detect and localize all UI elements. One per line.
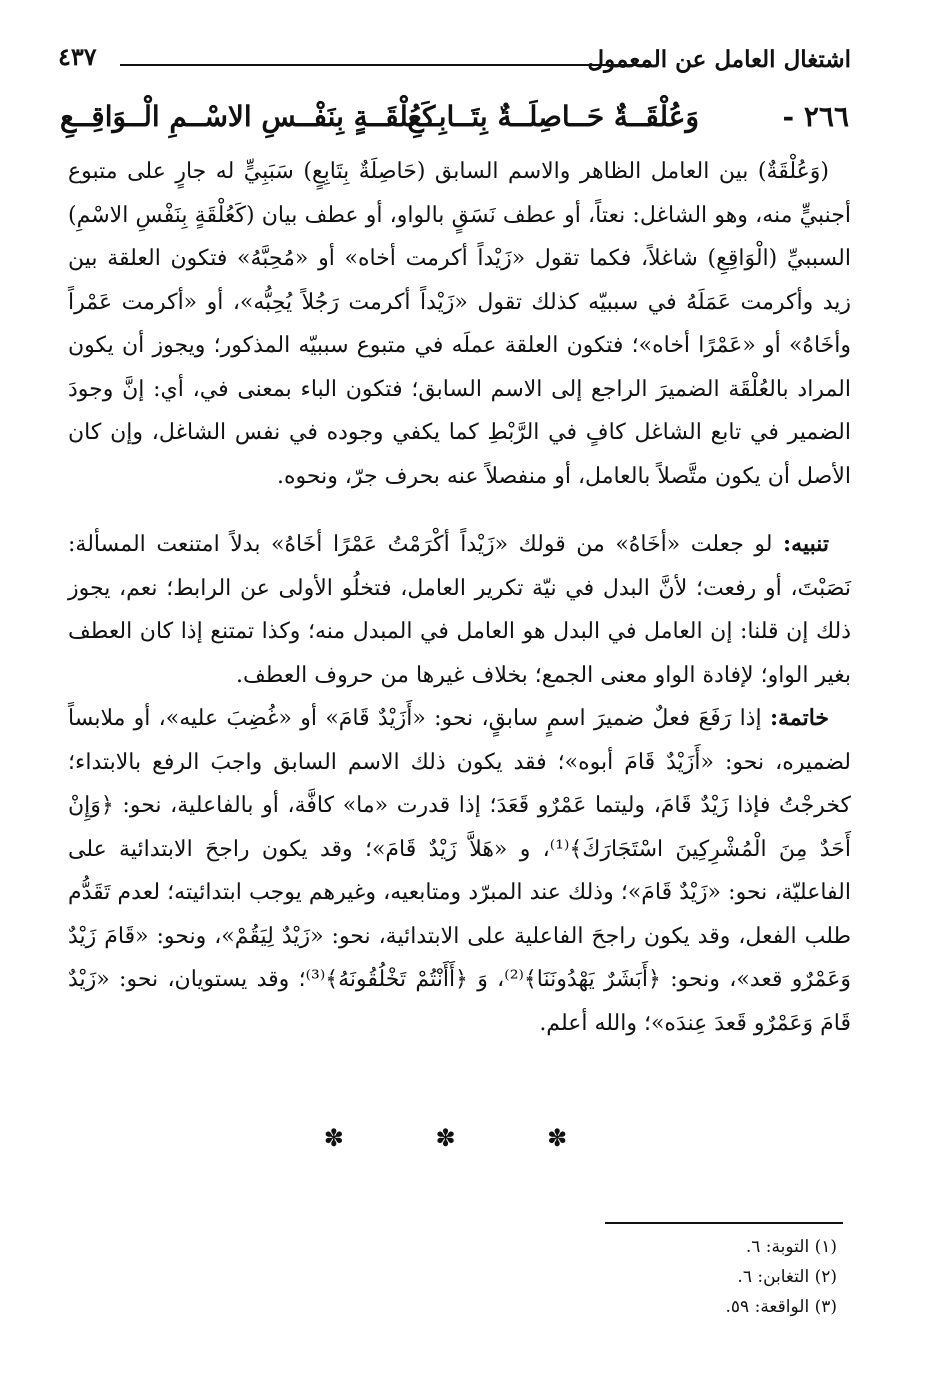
- footnote: (١) التوبة: ٦.: [745, 1237, 837, 1257]
- verse-first-hemistich: وَعُلْقَــةٌ حَــاصِلَــةٌ بِتَــابِــعِ: [407, 100, 699, 133]
- note-paragraph: [68, 523, 851, 697]
- note-label: تنبيه:: [783, 531, 829, 557]
- paragraph-text: (وَعُلْقَةٌ) بين العامل الظاهر والاسم السابق (حَاصِلَةٌ بِتَابِعٍ) سَبَبِيٍّ له جارٍ على متبوع أجنبيٍّ منه، وهو الشاغل: نعتاً، أو عطف نَسَقٍ بالواو، أو عطف بيان (كَعُلْقَةٍ بِنَفْسِ الاسْمِ) السببيِّ (الْوَاقِعِ) شاغلاً، فكما تقول «زَيْداً أكرمت أخاه» أو «مُحِبَّهُ» فتكون العلقة بين زيد وأكرمت عَمَلَهُ في سببيّه كذلك تقول «زَيْداً أكرمت رَجُلاً يُحِبُّه»، أو «أكرمت عَمْراً وأخَاهُ» أو «عَمْرًا أخاه»؛ فتكون العلقة عملَه في متبوع سببيّه المذكور؛ ويجوز أن يكون المراد بالعُلْقَة الضميرَ الراجع إلى الاسم السابق؛ فتكون الباء بمعنى في، أي: إنَّ وجودَ الضمير في تابع الشاغل كافٍ في الرَّبْطِ كما يكفي وجوده في نفس الشاغل، وإن كان الأصل أن يكون متَّصلاً بالعامل، أو منفصلاً عنه بحرف جرّ، ونحوه.: [68, 159, 851, 489]
- page-header: [58, 42, 851, 76]
- commentary-paragraph: [68, 150, 851, 498]
- footnote-rule: [605, 1222, 843, 1224]
- running-title: اشتغال العامل عن المعمول: [587, 46, 851, 73]
- conclusion-paragraph: [68, 697, 851, 1045]
- section-separator: ✽ ✽ ✽: [323, 1124, 610, 1152]
- footnote: (٣) الواقعة: ٥٩.: [725, 1297, 837, 1317]
- footnote: (٢) التغابن: ٦.: [737, 1267, 837, 1287]
- verse-number: ٢٦٦ -: [782, 100, 849, 133]
- paragraph-text: لو جعلت «أخَاهُ» من قولك «زَيْداً أكْرَمْتُ عَمْرًا أخَاهُ» بدلاً امتنعت المسألة: نَصَبْتَ، أو رفعت؛ لأنَّ البدل في نيّة تكرير العامل، فتخلُو الأولى عن الرابط؛ نعم، يجوز ذلك إن قلنا: إن العامل في البدل هو العامل في المبدل منه؛ وكذا تمتنع إذا كان العطف بغير الواو؛ لإفادة الواو معنى الجمع؛ بخلاف غيرها من حروف العطف.: [68, 532, 851, 688]
- footnotes: [437, 1232, 837, 1322]
- verse-second-hemistich: كَعُلْقَــةٍ بِنَفْــسِ الاسْــمِ الْــوَاقِــعِ: [60, 100, 436, 133]
- verse-line: [60, 96, 849, 144]
- main-text: [68, 150, 851, 1045]
- paragraph-text: إذا رَفَعَ فعلٌ ضميرَ اسمٍ سابقٍ، نحو: «أَزَيْدٌ قَامَ» أو «غُضِبَ عليه»، أو ملابساً لضميره، نحو: «أَزَيْدٌ قَامَ أبوه»؛ فقد يكون ذلك الاسم السابق واجبَ الرفع بالابتداء؛ كخرجْتُ فإذا زَيْدٌ قَامَ، وليتما عَمْرٌو قَعَدَ؛ إذا قدرت «ما» كافَّة، أو بالفاعلية، نحو: ﴿وَإِنْ أَحَدٌ مِنَ الْمُشْرِكِينَ اسْتَجَارَكَ﴾⁽¹⁾، و «هَلاَّ زَيْدٌ قَامَ»؛ وقد يكون راجحَ الابتدائية على الفاعليّة، نحو: «زَيْدٌ قَامَ»؛ وذلك عند المبرّد ومتابعيه، وغيرهم يوجب ابتدائيته؛ لعدم تَقَدُّم طلب الفعل، وقد يكون راجحَ الفاعلية على الابتدائية، نحو: «زَيْدٌ لِيَقُمْ»، ونحو: «قَامَ زَيْدٌ وَعَمْرٌو قعد»، ونحو: ﴿أَبَشَرٌ يَهْدُونَنَا﴾⁽²⁾، وَ ﴿أَأَنْتُمْ تَخْلُقُونَهُ﴾⁽³⁾؛ وقد يستويان، نحو: «زَيْدٌ قَامَ وَعَمْرٌو قَعدَ عِندَه»؛ والله أعلم.: [68, 706, 851, 1036]
- header-rule: [120, 64, 651, 66]
- conclusion-label: خاتمة:: [769, 705, 829, 731]
- page-number: ٤٣٧: [58, 42, 97, 71]
